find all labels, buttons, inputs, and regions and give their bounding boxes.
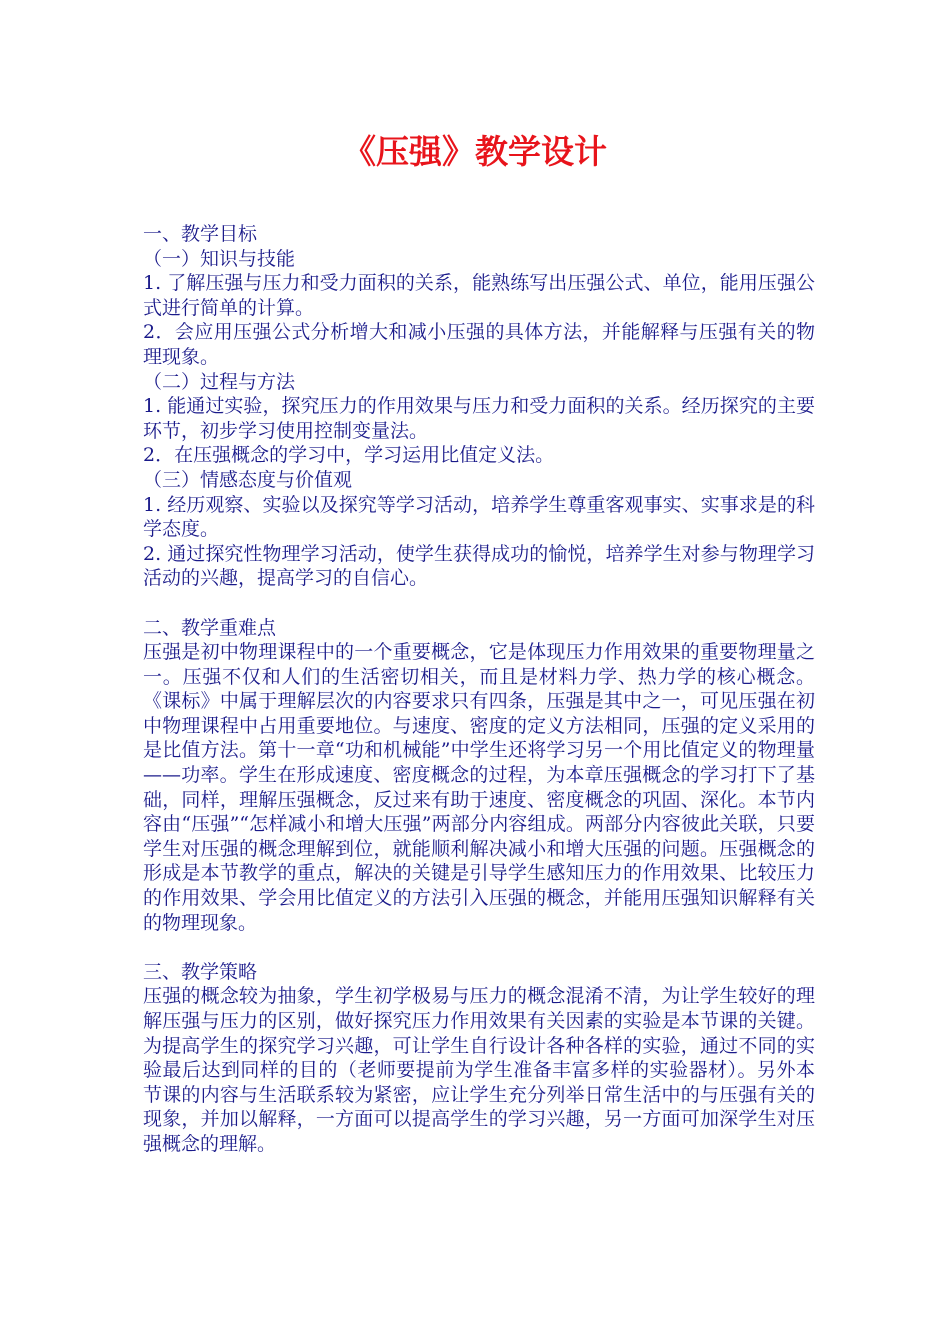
objective-paragraph: 2．会应用压强公式分析增大和减小压强的具体方法，并能解释与压强有关的物理现象。 [143,321,815,368]
objective-paragraph: 2. 通过探究性物理学习活动，使学生获得成功的愉悦，培养学生对参与物理学习活动的兴趣，提高学习的自信心。 [143,542,815,590]
objective-paragraph: 1. 经历观察、实验以及探究等学习活动，培养学生尊重客观事实、实事求是的科学态度。 [143,493,815,541]
objective-paragraph: 1. 了解压强与压力和受力面积的关系，能熟练写出压强公式、单位，能用压强公式进行简单的计算。 [143,272,815,319]
strategy-paragraph: 压强的概念较为抽象，学生初学极易与压力的概念混淆不清，为让学生较好的理解压强与压力的区别，做好探究压力作用效果有关因素的实验是本节课的关键。为提高学生的探究学习兴趣，可让学生自行设计各种各样的实验，通过不同的实验最后达到同样的目的（老师要提前为学生准备丰富多样的实验器材）。另外本节课的内容与生活联系较为紧密，应让学生充分列举日常生活中的与压强有关的现象，并加以解释，一方面可以提高学生的学习兴趣，另一方面可加深学生对压强概念的理解。 [143,985,815,1155]
subheading-knowledge-skills: （一）知识与技能 [143,247,296,270]
document-title: 《压强》教学设计 [343,132,607,171]
paragraph-gap [143,935,815,960]
subheading-process-methods: （二）过程与方法 [143,370,296,393]
paragraph-gap [143,591,815,616]
section-heading-strategy: 三、教学策略 [143,960,258,983]
section-heading-key-points: 二、教学重难点 [143,616,277,639]
subheading-emotion-values: （三）情感态度与价值观 [143,468,353,491]
section-heading-objectives: 一、教学目标 [143,223,258,245]
key-points-paragraph: 压强是初中物理课程中的一个重要概念，它是体现压力作用效果的重要物理量之一。压强不仅和人们的生活密切相关，而且是材料力学、热力学的核心概念。《课标》中属于理解层次的内容要求只有四条，压强是其中之一，可见压强在初中物理课程中占用重要地位。与速度、密度的定义方法相同，压强的定义采用的是比值方法。第十一章“功和机械能”中学生还将学习另一个用比值定义的物理量——功率。学生在形成速度、密度概念的过程，为本章压强概念的学习打下了基础，同样，理解压强概念，反过来有助于速度、密度概念的巩固、深化。本节内容由“压强”“怎样减小和增大压强”两部分内容组成。两部分内容彼此关联，只要学生对压强的概念理解到位，就能顺利解决减小和增大压强的问题。压强概念的形成是本节教学的重点，解决的关键是引导学生感知压力的作用效果、比较压力的作用效果、学会用比值定义的方法引入压强的概念，并能用压强知识解释有关的物理现象。 [143,641,815,934]
objective-paragraph: 1. 能通过实验，探究压力的作用效果与压力和受力面积的关系。经历探究的主要环节，初步学习使用控制变量法。 [143,395,815,442]
objective-paragraph: 2．在压强概念的学习中，学习运用比值定义法。 [143,444,555,467]
document-body [143,222,815,1157]
